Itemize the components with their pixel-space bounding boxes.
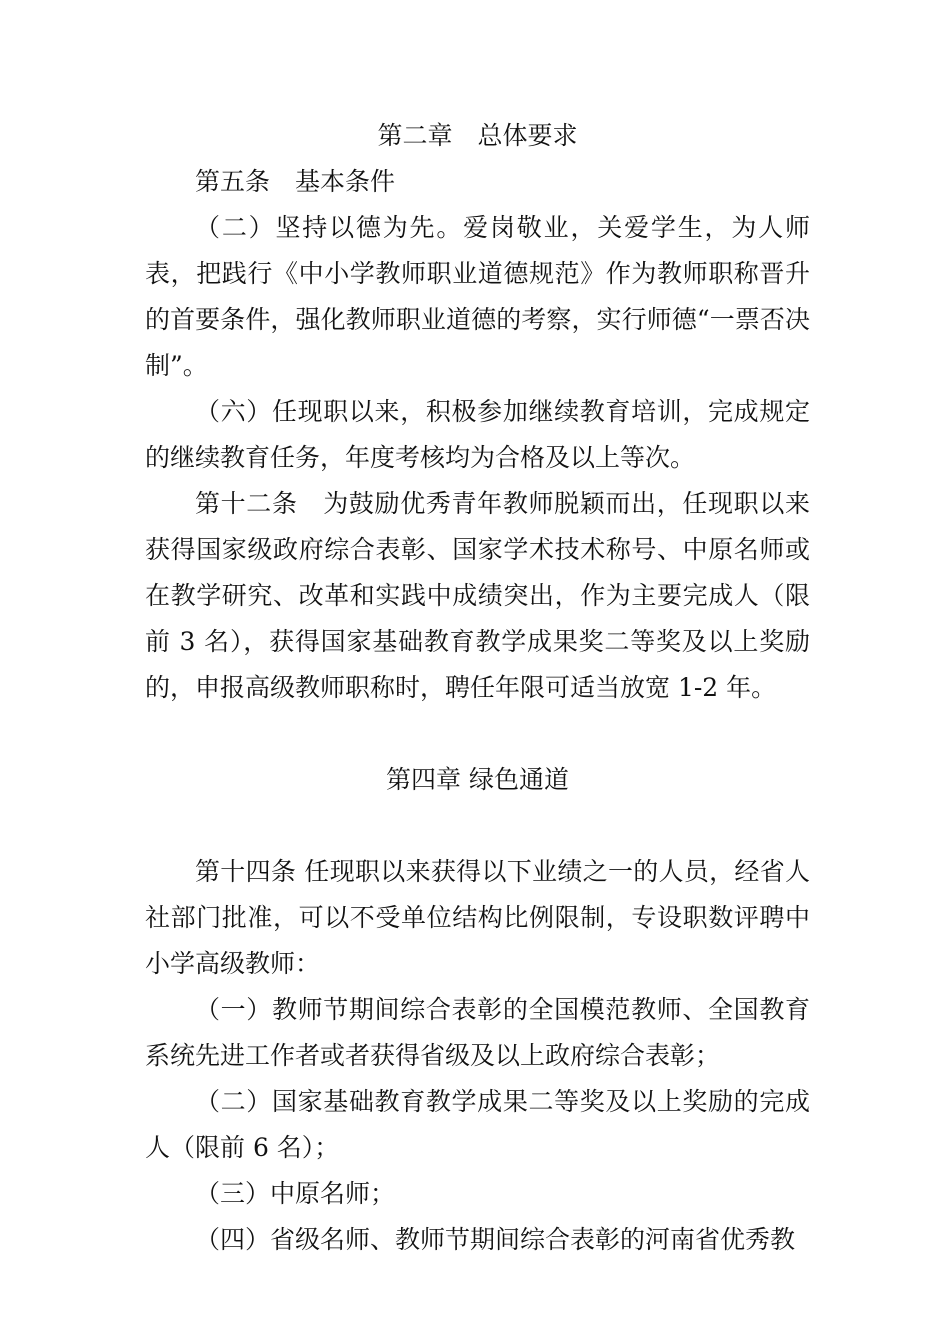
article-12: 第十二条 为鼓励优秀青年教师脱颖而出，任现职以来获得国家级政府综合表彰、国家学术技术称号、中原名师或在教学研究、改革和实践中成绩突出，作为主要完成人（限前 3 名），获得国家基础教育教学成果奖二等奖及以上奖励的，申报高级教师职称时，聘任年限可适当放宽 1-2 年。 [145,489,810,702]
article-14-item-2: （二）国家基础教育教学成果二等奖及以上奖励的完成人（限前 6 名）； [145,1087,810,1162]
article-14-item-4: （四）省级名师、教师节期间综合表彰的河南省优秀教 [195,1225,796,1254]
article-14-item-3: （三）中原名师； [195,1179,396,1208]
article-5-heading: 第五条 基本条件 [195,167,396,196]
article-14-item-1: （一）教师节期间综合表彰的全国模范教师、全国教育系统先进工作者或者获得省级及以上政府综合表彰； [145,995,810,1070]
article-5-item-6: （六）任现职以来，积极参加继续教育培训，完成规定的继续教育任务，年度考核均为合格及以上等次。 [145,397,810,472]
spacer [145,711,810,757]
document-body [145,113,810,1263]
chapter-4-title: 第四章 绿色通道 [386,765,569,794]
spacer [145,803,810,849]
chapter-2-title: 第二章 总体要求 [377,121,578,150]
article-5-item-2: （二）坚持以德为先。爱岗敬业，关爱学生，为人师表，把践行《中小学教师职业道德规范》作为教师职称晋升的首要条件，强化教师职业道德的考察，实行师德“一票否决制”。 [145,213,810,380]
article-14: 第十四条 任现职以来获得以下业绩之一的人员，经省人社部门批准，可以不受单位结构比例限制，专设职数评聘中小学高级教师： [145,857,810,978]
